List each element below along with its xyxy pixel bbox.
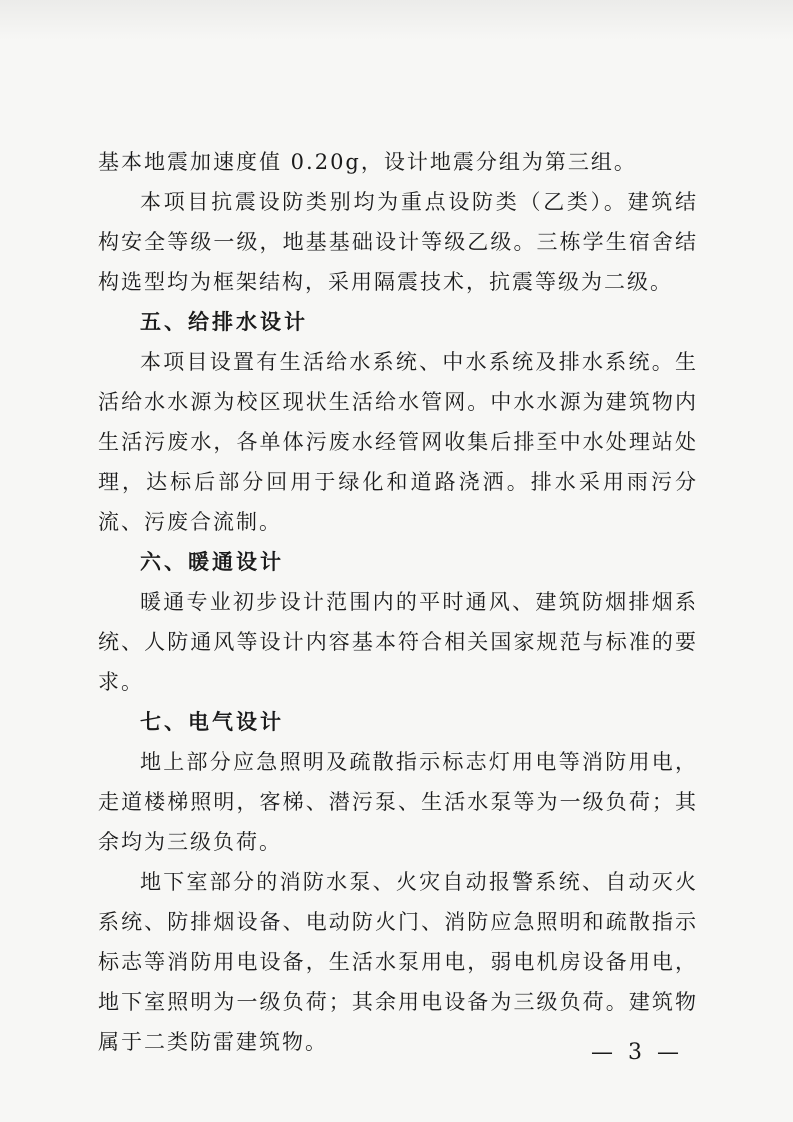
paragraph-electrical-above-ground: 地上部分应急照明及疏散指示标志灯用电等消防用电，走道楼梯照明，客梯、潜污泵、生活水泵等为一级负荷；其余均为三级负荷。 <box>98 750 698 854</box>
paragraph-hvac: 暖通专业初步设计范围内的平时通风、建筑防烟排烟系统、人防通风等设计内容基本符合相关国家规范与标准的要求。 <box>98 590 698 694</box>
paragraph-seismic-acceleration: 基本地震加速度值 0.20g，设计地震分组为第三组。 <box>98 150 637 174</box>
scan-shadow <box>0 0 793 40</box>
document-body <box>98 142 698 1062</box>
page-number: — 3 — <box>591 1040 683 1065</box>
paragraph-water-supply: 本项目设置有生活给水系统、中水系统及排水系统。生活给水水源为校区现状生活给水管网。中水水源为建筑物内生活污废水，各单体污废水经管网收集后排至中水处理站处理，达标后部分回用于绿化和道路浇洒。排水采用雨污分流、污废合流制。 <box>98 350 698 534</box>
heading-electrical: 七、电气设计 <box>140 710 284 734</box>
heading-water-supply: 五、给排水设计 <box>140 310 308 334</box>
paragraph-seismic-classification: 本项目抗震设防类别均为重点设防类（乙类）。建筑结构安全等级一级，地基基础设计等级乙级。三栋学生宿舍结构选型均为框架结构，采用隔震技术，抗震等级为二级。 <box>98 190 698 294</box>
heading-hvac: 六、暖通设计 <box>140 550 284 574</box>
paragraph-electrical-basement: 地下室部分的消防水泵、火灾自动报警系统、自动灭火系统、防排烟设备、电动防火门、消防应急照明和疏散指示标志等消防用电设备，生活水泵用电，弱电机房设备用电，地下室照明为一级负荷；其余用电设备为三级负荷。建筑物属于二类防雷建筑物。 <box>98 870 698 1054</box>
